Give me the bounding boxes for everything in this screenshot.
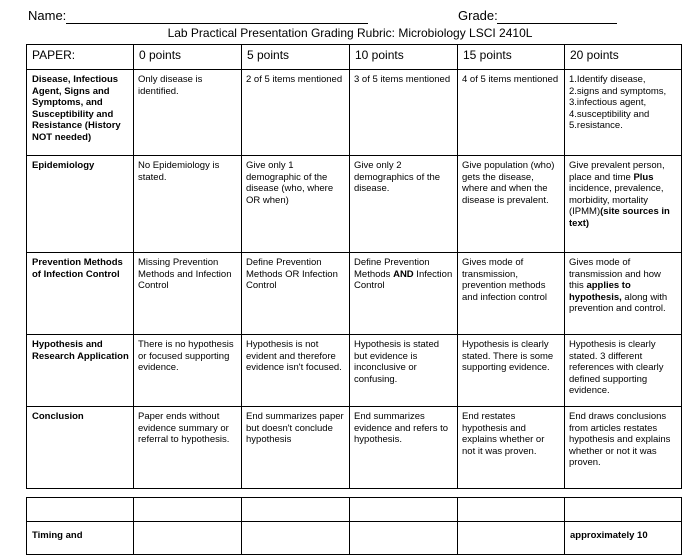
empty-cell xyxy=(134,498,242,522)
rubric-cell: There is no hypothesis or focused supporting evidence. xyxy=(134,335,242,407)
rubric-cell xyxy=(350,253,458,335)
rubric-cell xyxy=(565,156,682,253)
cell-text-bold: AND xyxy=(393,268,414,280)
table-row xyxy=(27,253,682,335)
grade-field-line[interactable] xyxy=(497,23,617,24)
empty-cell xyxy=(458,522,565,555)
criterion-conclusion: Conclusion xyxy=(27,407,134,489)
rubric-cell: Give only 2 demographics of the disease. xyxy=(350,156,458,253)
column-header-0-points: 0 points xyxy=(134,45,242,70)
criterion-hypothesis: Hypothesis and Research Application xyxy=(27,335,134,407)
rubric-cell: Hypothesis is stated but evidence is inconclusive or confusing. xyxy=(350,335,458,407)
table-row xyxy=(27,156,682,253)
cell-text: along with prevention and control. xyxy=(569,291,668,314)
name-field-line[interactable] xyxy=(66,23,368,24)
table-row xyxy=(27,498,682,522)
rubric-cell: Gives mode of transmission, prevention methods and infection control xyxy=(458,253,565,335)
rubric-cell: Paper ends without evidence summary or referral to hypothesis. xyxy=(134,407,242,489)
cell-text-bold: Plus xyxy=(633,171,654,183)
rubric-cell: End draws conclusions from articles restates hypothesis and explains whether or not it was proven. xyxy=(565,407,682,489)
timing-table xyxy=(26,497,682,555)
column-header-paper: PAPER: xyxy=(27,45,134,70)
table-row xyxy=(27,335,682,407)
rubric-cell: Define Prevention Methods OR Infection Control xyxy=(242,253,350,335)
rubric-cell: Hypothesis is clearly stated. There is some supporting evidence. xyxy=(458,335,565,407)
rubric-cell: Give only 1 demographic of the disease (who, where OR when) xyxy=(242,156,350,253)
cell-text: Give prevalent person, place and time xyxy=(569,160,665,183)
cell-text-bold: applies to hypothesis, xyxy=(569,280,631,303)
rubric-cell: End summarizes paper but doesn't conclude hypothesis xyxy=(242,407,350,489)
rubric-cell xyxy=(565,253,682,335)
rubric-cell: Hypothesis is clearly stated. 3 different references with clearly defined supporting evidence. xyxy=(565,335,682,407)
timing-value: approximately 10 xyxy=(565,522,682,555)
page-title: Lab Practical Presentation Grading Rubric: Microbiology LSCI 2410L xyxy=(167,26,533,40)
cell-text: Gives mode of transmission and how this xyxy=(569,257,661,291)
header-row xyxy=(27,45,682,70)
rubric-table xyxy=(26,44,682,489)
empty-cell xyxy=(350,498,458,522)
rubric-cell: 1.Identify disease, 2.signs and symptoms, 3.infectious agent, 4.susceptibility and 5.resistance. xyxy=(565,70,682,156)
empty-cell xyxy=(565,498,682,522)
criterion-epidemiology: Epidemiology xyxy=(27,156,134,253)
column-header-5-points: 5 points xyxy=(242,45,350,70)
column-header-15-points: 15 points xyxy=(458,45,565,70)
empty-cell xyxy=(350,522,458,555)
criterion-prevention: Prevention Methods of Infection Control xyxy=(27,253,134,335)
rubric-cell: Hypothesis is not evident and therefore evidence isn't focused. xyxy=(242,335,350,407)
name-label: Name: xyxy=(28,8,67,23)
column-header-10-points: 10 points xyxy=(350,45,458,70)
rubric-cell: Only disease is identified. xyxy=(134,70,242,156)
grade-label: Grade: xyxy=(458,8,498,23)
empty-cell xyxy=(242,498,350,522)
cell-text: Define Prevention Methods xyxy=(354,257,430,280)
rubric-cell: No Epidemiology is stated. xyxy=(134,156,242,253)
criterion-timing: Timing and xyxy=(27,522,134,555)
rubric-cell: End summarizes evidence and refers to hypothesis. xyxy=(350,407,458,489)
cell-text: Infection Control xyxy=(354,268,453,291)
rubric-cell: 4 of 5 items mentioned xyxy=(458,70,565,156)
cell-text-bold: (site sources in text) xyxy=(569,206,670,229)
table-row xyxy=(27,407,682,489)
column-header-20-points: 20 points xyxy=(565,45,682,70)
table-row xyxy=(27,522,682,555)
empty-cell xyxy=(27,498,134,522)
empty-cell xyxy=(242,522,350,555)
rubric-cell: 3 of 5 items mentioned xyxy=(350,70,458,156)
cell-text: incidence, prevalence, morbidity, mortality (IPMM) xyxy=(569,183,664,217)
table-row xyxy=(27,70,682,156)
empty-cell xyxy=(134,522,242,555)
empty-cell xyxy=(458,498,565,522)
rubric-cell: Missing Prevention Methods and Infection Control xyxy=(134,253,242,335)
criterion-disease: Disease, Infectious Agent, Signs and Symptoms, and Susceptibility and Resistance (History NOT needed) xyxy=(27,70,134,156)
rubric-cell: Give population (who) gets the disease, where and when the disease is prevalent. xyxy=(458,156,565,253)
rubric-cell: 2 of 5 items mentioned xyxy=(242,70,350,156)
rubric-cell: End restates hypothesis and explains whether or not it was proven. xyxy=(458,407,565,489)
